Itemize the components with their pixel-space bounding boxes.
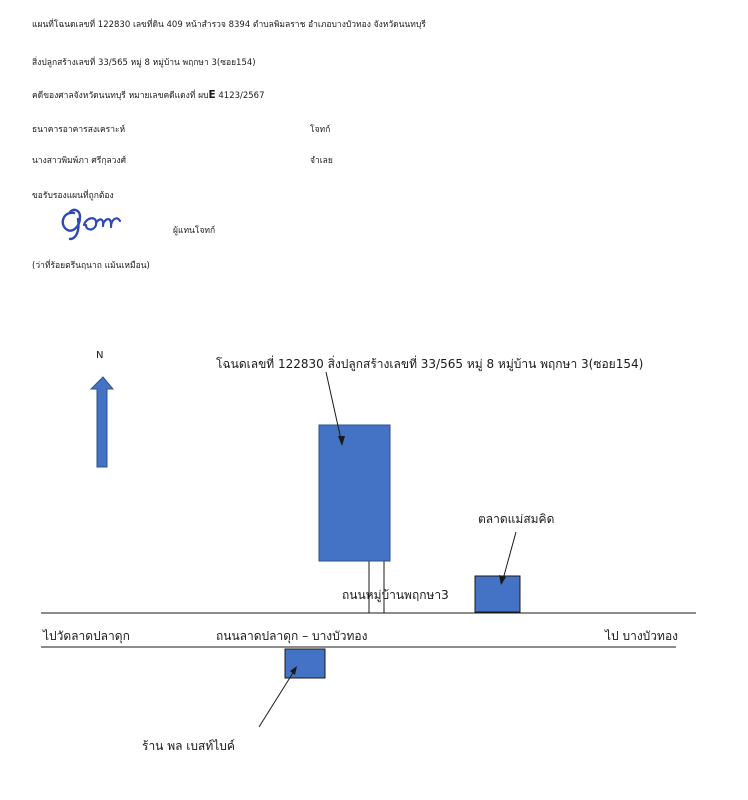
shop-callout [259, 668, 296, 727]
market-label: ตลาดแม่สมคิด [478, 512, 555, 526]
signer-role: ผู้แทนโจทก์ [173, 226, 216, 236]
lawyer-name: (ว่าที่ร้อยตรีนฤนาถ แม้นเหมือน) [32, 261, 150, 271]
map-heading: แผนที่โฉนดเลขที่ 122830 เลขที่ดิน 409 หน้าสำรวจ 8394 ตำบลพิมลราช อำเภอบางบัวทอง จังหวัดนนทบุรี [32, 20, 426, 30]
left-direction: ไปวัดลาดปลาดุก [43, 629, 130, 643]
shop-label: ร้าน พล เบสท์ไบค์ [142, 739, 235, 753]
plaintiff-name: ธนาคารอาคารสงเคราะห์ [32, 125, 126, 135]
right-direction: ไป บางบัวทอง [605, 629, 679, 643]
defendant-name: นางสาวพิมพ์ภา ศรีกุลวงศ์ [32, 156, 126, 166]
soi-label: ถนนหมู่บ้านพฤกษา3 [342, 588, 449, 602]
defendant-role: จำเลย [310, 156, 333, 166]
market-callout [502, 532, 516, 583]
plaintiff-role: โจทก์ [310, 125, 331, 135]
shop-marker [285, 649, 325, 678]
certify-text: ขอรับรองแผนที่ถูกต้อง [32, 191, 114, 201]
map-title: โฉนดเลขที่ 122830 สิ่งปลูกสร้างเลขที่ 33/565 หมู่ 8 หมู่บ้าน พฤกษา 3(ซอย154) [216, 357, 644, 371]
case-suffix: 4123/2567 [215, 91, 265, 101]
market-marker [475, 576, 520, 612]
north-arrow-icon [91, 377, 113, 467]
case-letter: E [208, 89, 216, 101]
land-plot [319, 425, 390, 561]
case-prefix: คดีของศาลจังหวัดนนทบุรี หมายเลขคดีแดงที่ ผบ [32, 91, 209, 101]
building-info: สิ่งปลูกสร้างเลขที่ 33/565 หมู่ 8 หมู่บ้าน พฤกษา 3(ซอย154) [32, 58, 256, 68]
road-name: ถนนลาดปลาดุก – บางบัวทอง [216, 629, 368, 643]
north-label: N [96, 350, 104, 361]
